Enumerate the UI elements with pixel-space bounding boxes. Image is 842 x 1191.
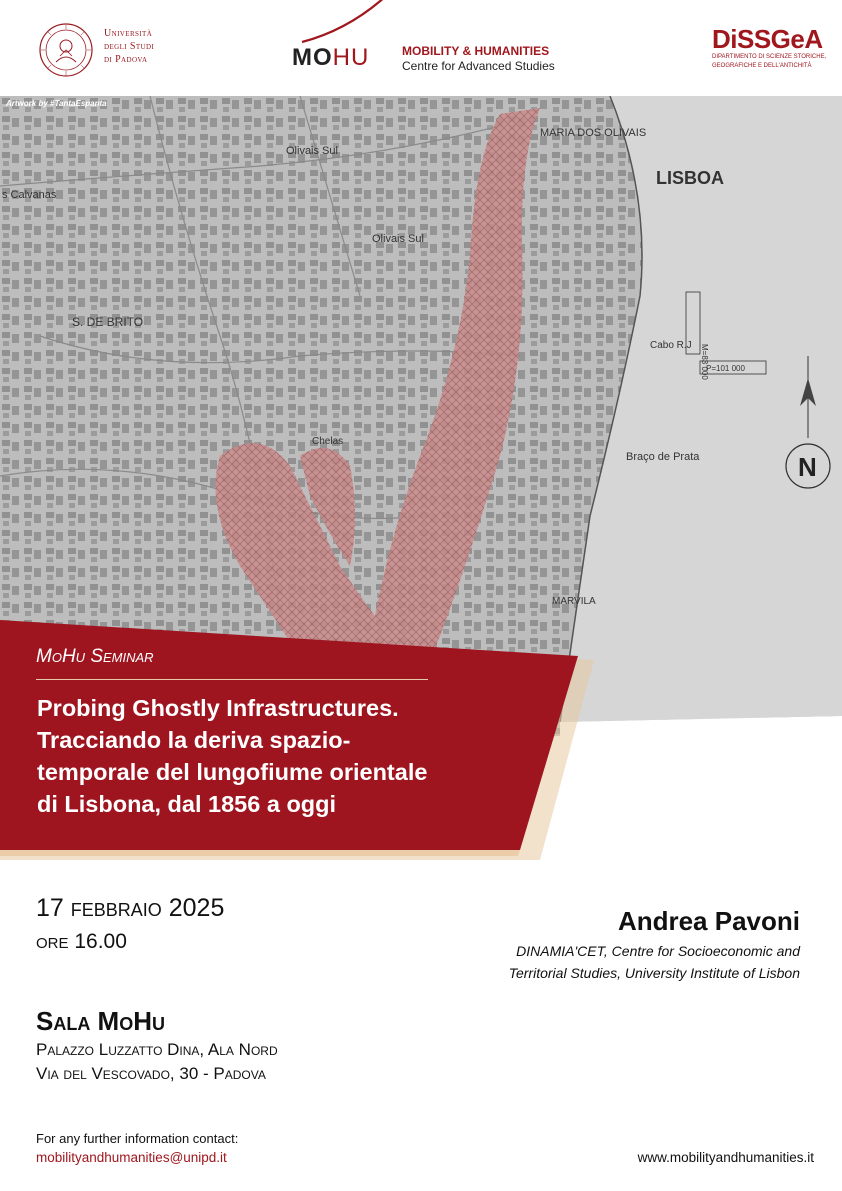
university-line-3: di Padova [104,54,148,65]
seminar-title-line-1: Probing Ghostly Infrastructures. [37,695,399,721]
university-name [104,27,154,66]
dissgea-logo [712,24,827,70]
mohu-centre-name [402,44,555,74]
speaker-name: Andrea Pavoni [617,906,800,936]
university-seal-icon [38,22,94,78]
map-label-coord-p: P=101 000 [706,364,745,373]
artwork-credit: Artwork by #TantaEspanta [6,99,107,108]
date-month: febbraio [70,894,162,922]
map-label-cabo: Cabo R.J [650,340,692,351]
map-label-braco-de-prata: Braço de Prata [626,451,700,463]
north-label: N [798,452,817,482]
mohu-logo-hu: HU [332,44,370,71]
map-label-chelas: Chelas [312,436,344,447]
time-value: 16.00 [74,930,127,953]
header [0,0,842,96]
time-label: ore [36,930,69,953]
map-label-maria-dos-olivais: MARIA DOS OLIVAIS [540,127,647,139]
venue-line-2: Via del Vescovado, 30 - Padova [36,1064,266,1083]
map-label-olivais-2: Olivais Sul [372,233,424,245]
seminar-label: MoHu Seminar [36,646,154,667]
venue-name: Sala MoHu [36,1006,165,1036]
mohu-title-line-2: Centre for Advanced Studies [402,59,555,73]
mohu-title-line-1: MOBILITY & HUMANITIES [402,44,550,58]
mohu-logo-mo: MO [292,44,333,71]
map-label-marvila: MARVILA [552,596,596,607]
map-label-coord-m: M=83 000 [700,344,709,380]
date-day: 17 [36,894,64,922]
mohu-logo [292,44,369,72]
contact-label: For any further information contact: [36,1131,239,1146]
seminar-title-line-4: di Lisbona, dal 1856 a oggi [37,791,337,817]
affiliation-line-2: Territorial Studies, University Institute of Lisbon [508,965,800,981]
dissgea-sub-1: DIPARTIMENTO DI SCIENZE STORICHE, [712,54,827,60]
dissgea-sub-2: GEOGRAFICHE E DELL'ANTICHITÀ [712,63,812,69]
venue-line-1: Palazzo Luzzatto Dina, Ala Nord [36,1040,278,1059]
map-label-calvanas: s Calvanas [2,189,57,201]
university-line-1: Università [104,28,153,39]
contact-email-link[interactable]: mobilityandhumanities@unipd.it [36,1150,227,1165]
event-time [36,930,127,954]
seminar-divider [36,679,428,680]
seminar-title [37,692,537,820]
map-label-olivais: Olivais Sul [286,145,338,157]
date-year: 2025 [168,894,225,922]
university-line-2: degli Studi [104,41,155,52]
dissgea-word: DiSSGeA [712,24,823,54]
seminar-title-line-3: temporale del lungofiume orientale [37,759,428,785]
event-date [36,894,224,923]
map-label-brito: S. DE BRITO [72,315,144,329]
affiliation-line-1: DINAMIA'CET, Centre for Socioeconomic and [516,943,800,959]
speaker-affiliation [509,940,800,984]
website-link[interactable]: www.mobilityandhumanities.it [637,1150,814,1165]
map-label-lisboa: LISBOA [656,168,725,188]
seminar-title-line-2: Tracciando la deriva spazio- [37,727,351,753]
